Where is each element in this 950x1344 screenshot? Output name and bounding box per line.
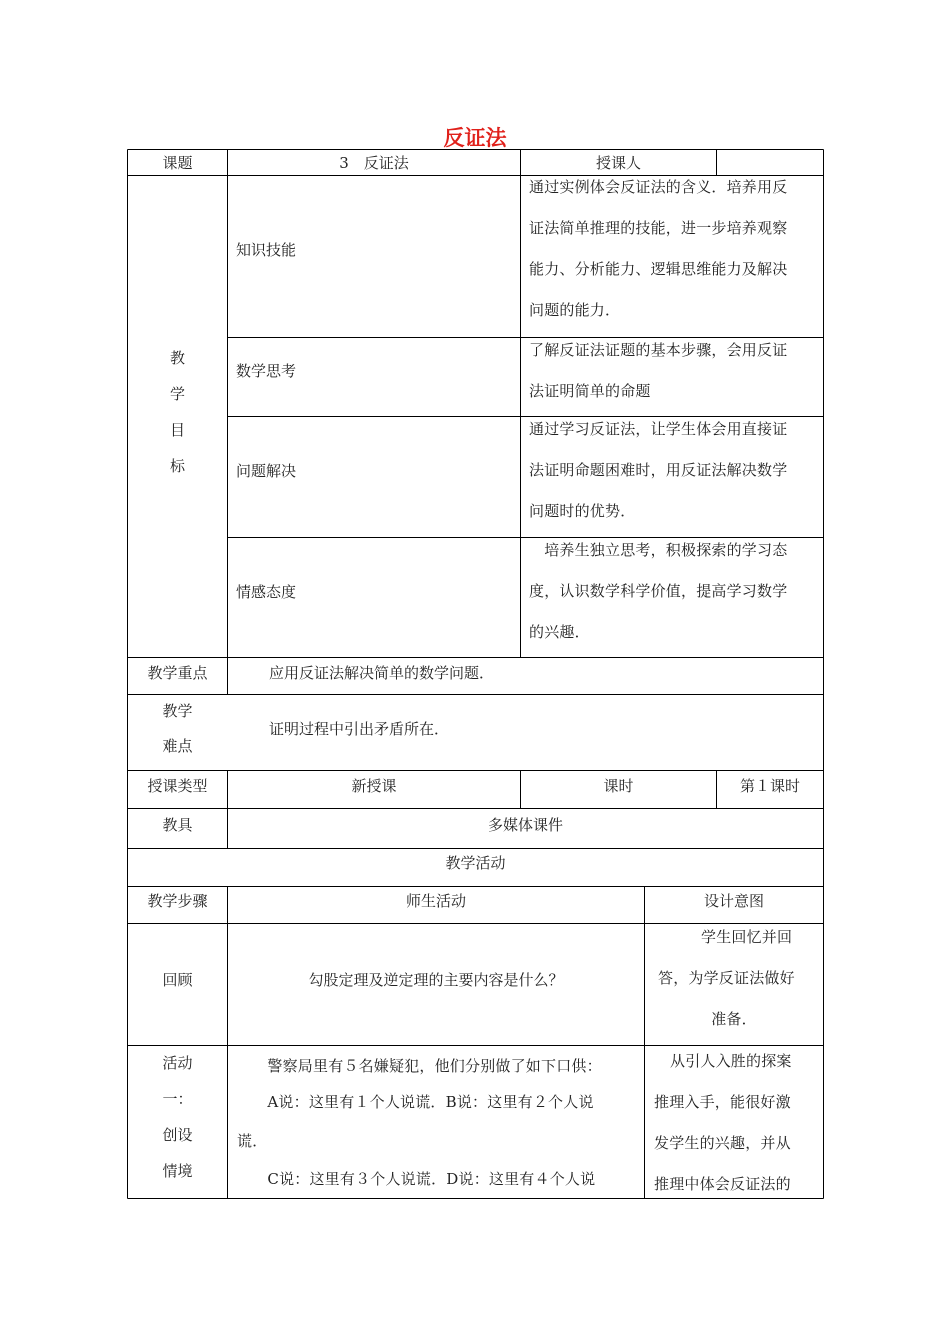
objective-text-line: 问题的能力． — [529, 301, 621, 319]
objective-text-line: 证法简单推理的技能，进一步培养观察 — [529, 219, 788, 237]
tools-value: 多媒体课件 — [487, 816, 563, 834]
period-value: 第１课时 — [739, 777, 800, 795]
period-label: 课时 — [603, 777, 634, 795]
objective-text-line: 问题时的优势． — [529, 502, 636, 520]
objective-name: 知识技能 — [236, 241, 297, 259]
activity1-intent-line: 发学生的兴趣，并从 — [654, 1134, 791, 1152]
review-intent-line: 准备． — [711, 1010, 757, 1028]
objective-text-line: 能力、分析能力、逻辑思维能力及解决 — [529, 260, 788, 278]
activity1-step-line: 创设 — [162, 1126, 193, 1144]
objectives-label-char: 目 — [169, 421, 185, 439]
activity1-text-line: A说：这里有１个人说谎．B说：这里有２个人说 — [237, 1093, 594, 1111]
topic-label: 课题 — [162, 154, 193, 172]
activity1-intent-line: 推理入手，能很好激 — [654, 1093, 791, 1111]
objectives-label-char: 教 — [169, 349, 185, 367]
objectives-label-char: 标 — [169, 457, 185, 475]
objective-text-line: 法证明命题困难时，用反证法解决数学 — [529, 461, 788, 479]
activity1-step-line: 情境 — [162, 1162, 193, 1180]
column-header-step: 教学步骤 — [147, 892, 208, 910]
difficulty-label: 教学 — [162, 702, 193, 720]
activity1-intent-line: 从引人入胜的探案 — [670, 1052, 792, 1070]
column-header-intent: 设计意图 — [703, 892, 764, 910]
objective-text-line: 通过学习反证法，让学生体会用直接证 — [529, 420, 788, 438]
difficulty-label: 难点 — [162, 737, 193, 755]
objectives-label-char: 学 — [169, 385, 185, 403]
objective-text-line: 通过实例体会反证法的含义．培养用反 — [529, 178, 788, 196]
objective-name: 问题解决 — [236, 462, 297, 480]
topic-value: 3 反证法 — [339, 154, 409, 172]
objective-text-line: 度，认识数学科学价值，提高学习数学 — [529, 582, 788, 600]
teacher-label: 授课人 — [595, 154, 641, 172]
key-point-value: 应用反证法解决简单的数学问题． — [269, 664, 495, 682]
activity1-step-line: 一： — [162, 1090, 193, 1108]
activities-title: 教学活动 — [445, 854, 506, 872]
objective-text-line: 了解反证法证题的基本步骤，会用反证 — [529, 341, 788, 359]
key-point-label: 教学重点 — [147, 664, 208, 682]
review-activity: 勾股定理及逆定理的主要内容是什么？ — [308, 971, 564, 989]
review-intent-line: 答，为学反证法做好 — [658, 969, 795, 987]
objective-text-line: 的兴趣． — [529, 623, 590, 641]
activity1-text-line: C说：这里有３个人说谎．D说：这里有４个人说 — [237, 1170, 596, 1188]
activity1-text-line: 警察局里有５名嫌疑犯，他们分别做了如下口供： — [237, 1057, 602, 1075]
class-type-label: 授课类型 — [147, 777, 208, 795]
objective-text-line: 培养生独立思考，积极探索的学习态 — [529, 541, 788, 559]
difficulty-value: 证明过程中引出矛盾所在． — [269, 720, 450, 738]
objective-text-line: 法证明简单的命题 — [529, 382, 651, 400]
review-step: 回顾 — [162, 971, 193, 989]
objective-name: 情感态度 — [236, 583, 297, 601]
tools-label: 教具 — [162, 816, 193, 834]
page-title: 反证法 — [443, 126, 507, 150]
activity1-intent-line: 推理中体会反证法的 — [654, 1175, 791, 1193]
activity1-step-line: 活动 — [162, 1054, 193, 1072]
column-header-activity: 师生活动 — [405, 892, 466, 910]
review-intent-line: 学生回忆并回 — [701, 928, 793, 946]
activity1-text-line: 谎． — [237, 1132, 268, 1150]
class-type-value: 新授课 — [351, 777, 397, 795]
objective-name: 数学思考 — [236, 362, 297, 380]
